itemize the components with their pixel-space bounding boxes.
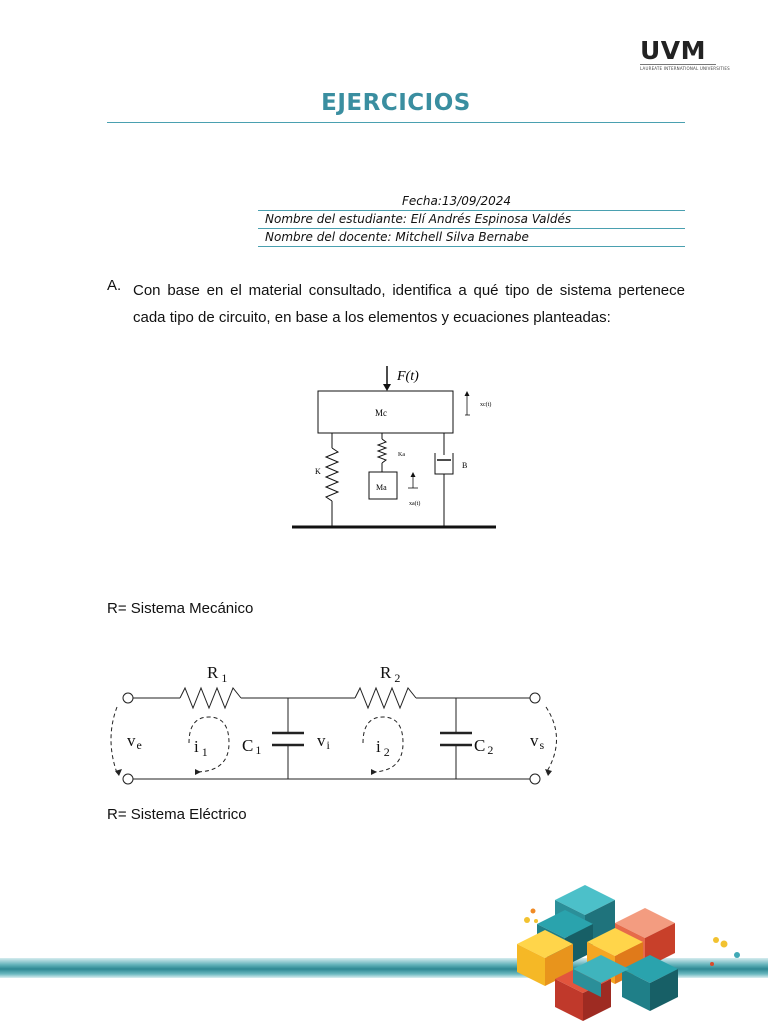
i1-sub: 1	[201, 745, 208, 759]
meta-divider	[258, 246, 685, 247]
vs-sub: s	[539, 738, 545, 752]
mechanical-system-diagram	[285, 360, 500, 535]
svg-text:R1	[207, 663, 227, 685]
c2-label: C	[474, 736, 486, 755]
i2-sub: 2	[383, 745, 390, 759]
svg-text:vs	[530, 731, 545, 752]
title-underline	[107, 122, 685, 123]
i1-label: i	[194, 737, 199, 756]
meta-divider	[258, 228, 685, 229]
electrical-circuit-diagram	[105, 655, 575, 790]
vi-sub: i	[326, 738, 330, 752]
answer-electrical: R= Sistema Eléctrico	[107, 806, 247, 823]
logo-tagline: LAUREATE INTERNATIONAL UNIVERSITIES	[640, 66, 730, 71]
force-label: F(t)	[397, 369, 419, 384]
svg-text:ve	[127, 731, 142, 752]
c1-label: C	[242, 736, 254, 755]
spring-ka-label: Ka	[398, 452, 405, 458]
question-letter: A.	[107, 277, 122, 294]
decorative-cubes	[505, 880, 768, 1024]
spring-k-label: K	[315, 467, 321, 476]
c2-sub: 2	[487, 743, 494, 757]
svg-text:C2	[474, 736, 493, 757]
student-name: Nombre del estudiante: Elí Andrés Espinosa Valdés	[265, 212, 572, 226]
page-title: EJERCICIOS	[321, 90, 471, 116]
damper-b-label: B	[462, 461, 468, 470]
xa-label: xa(t)	[409, 501, 421, 507]
meta-divider	[258, 210, 685, 211]
ve-label: v	[127, 731, 136, 750]
xc-label: xc(t)	[480, 402, 492, 408]
mass-c-label: Mc	[375, 408, 387, 418]
r2-sub: 2	[394, 671, 401, 685]
uvm-logo: UVM	[640, 36, 707, 65]
svg-text:R2	[380, 663, 400, 685]
svg-text:vi	[317, 731, 331, 752]
mass-a-label: Ma	[376, 483, 387, 492]
r2-label: R	[380, 663, 392, 682]
teacher-name: Nombre del docente: Mitchell Silva Bernabe	[265, 230, 529, 244]
r1-label: R	[207, 663, 219, 682]
svg-text:i1	[194, 737, 208, 759]
r1-sub: 1	[221, 671, 228, 685]
logo-divider	[640, 64, 716, 65]
question-text: Con base en el material consultado, identifica a qué tipo de sistema pertenece cada tipo de circuito, en base a los elementos y ecuaciones planteadas:	[133, 282, 685, 326]
i2-label: i	[376, 737, 381, 756]
vs-label: v	[530, 731, 539, 750]
date-line: Fecha:13/09/2024	[402, 194, 512, 208]
c1-sub: 1	[255, 743, 262, 757]
svg-text:C1	[242, 736, 261, 757]
answer-mechanical: R= Sistema Mecánico	[107, 600, 254, 617]
svg-text:i2	[376, 737, 390, 759]
ve-sub: e	[136, 738, 142, 752]
vi-label: v	[317, 731, 326, 750]
